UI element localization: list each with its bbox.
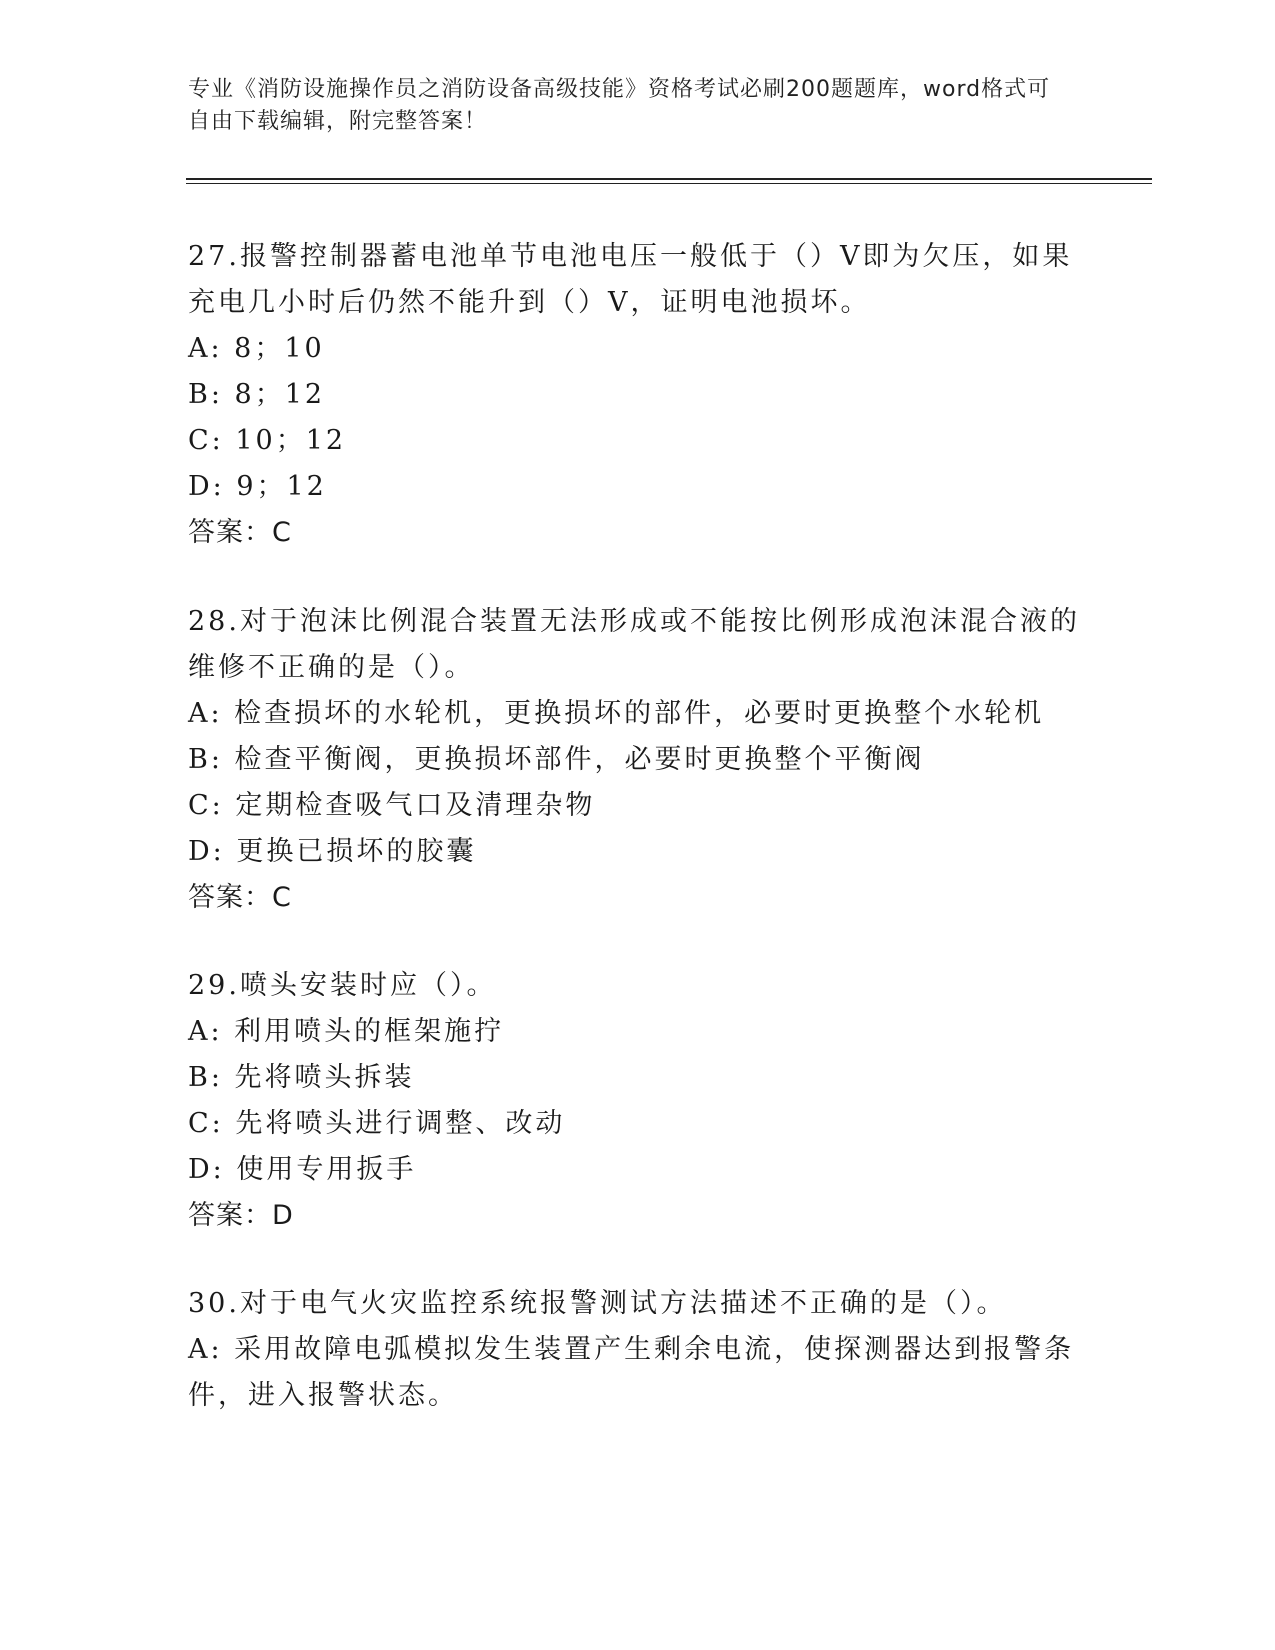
option-c: C: 先将喷头进行调整、改动 [188,1108,566,1139]
option-d: D: 更换已损坏的胶囊 [188,836,477,867]
question-stem: 27.报警控制器蓄电池单节电池电压一般低于（）V即为欠压，如果充电几小时后仍然不能升到（）V，证明电池损坏。 [188,241,1073,318]
header-divider-thin [186,183,1152,184]
option-a: A: 8；10 [188,333,325,364]
question-27 [188,234,1088,556]
question-stem: 29.喷头安装时应（）。 [188,970,497,1001]
question-29 [188,963,1088,1239]
option-b: B: 检查平衡阀，更换损坏部件，必要时更换整个平衡阀 [188,744,925,775]
option-b: B: 先将喷头拆装 [188,1062,415,1093]
option-c: C: 10；12 [188,425,347,456]
header-divider-thick [186,178,1152,180]
question-stem: 30.对于电气火灾监控系统报警测试方法描述不正确的是（）。 [188,1288,1007,1319]
answer: 答案：D [188,1200,294,1231]
option-d: D: 使用专用扳手 [188,1154,417,1185]
option-a: A: 检查损坏的水轮机，更换损坏的部件，必要时更换整个水轮机 [188,698,1045,729]
answer: 答案：C [188,517,292,548]
question-stem: 28.对于泡沫比例混合装置无法形成或不能按比例形成泡沫混合液的维修不正确的是（）。 [188,606,1080,683]
question-30 [188,1281,1088,1419]
option-c: C: 定期检查吸气口及清理杂物 [188,790,596,821]
question-28 [188,599,1088,921]
option-a: A: 利用喷头的框架施拧 [188,1016,505,1047]
option-a: A: 采用故障电弧模拟发生装置产生剩余电流，使探测器达到报警条件，进入报警状态。 [188,1334,1075,1411]
option-d: D: 9；12 [188,471,327,502]
answer: 答案：C [188,882,292,913]
document-header: 专业《消防设施操作员之消防设备高级技能》资格考试必刷200题题库，word格式可自由下载编辑，附完整答案！ [188,77,1051,134]
option-b: B: 8；12 [188,379,326,410]
